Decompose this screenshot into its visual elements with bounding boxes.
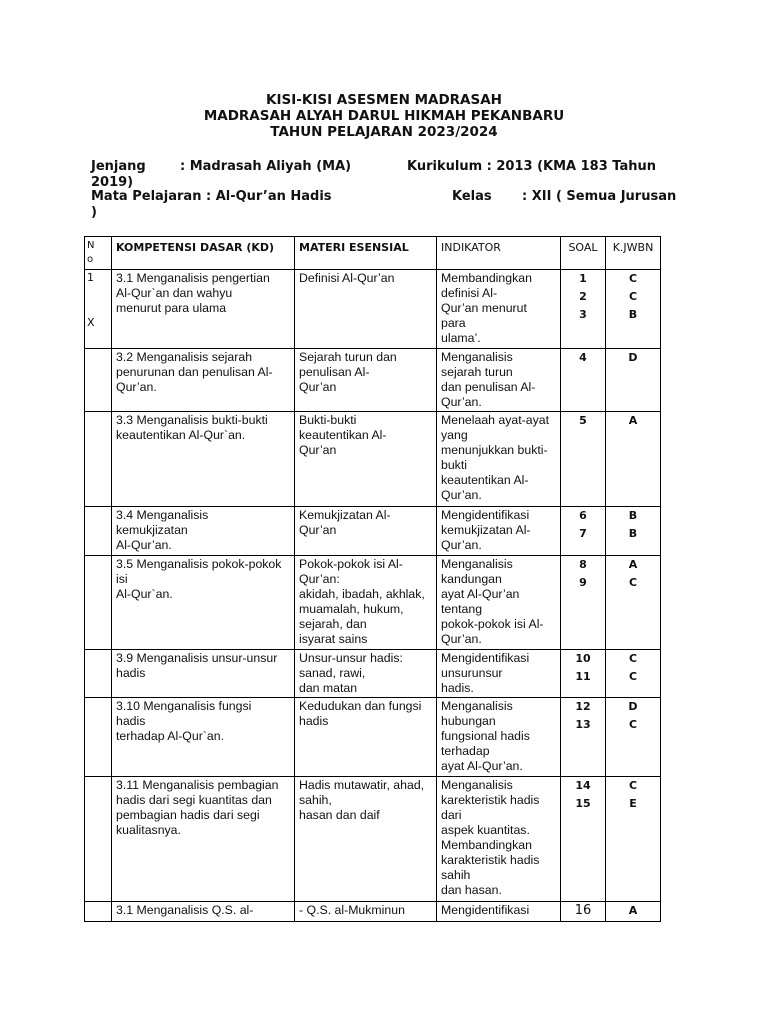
soal-cell <box>561 507 606 556</box>
indikator-cell: Menganalisis sejarah turun dan penulisan Al- Qur’an. <box>437 349 561 412</box>
answer-key: B <box>628 509 638 522</box>
kd-cell: 3.2 Menganalisis sejarah penurunan dan penulisan Al- Qur’an. <box>112 349 295 412</box>
answer-key: C <box>628 576 638 589</box>
kunci-cell <box>606 270 661 349</box>
kunci-cell <box>606 698 661 777</box>
mapel-text: Mata Pelajaran : Al-Qur’an Hadis <box>91 189 332 204</box>
soal-number: 13 <box>575 718 591 731</box>
soal-number: 12 <box>575 700 591 713</box>
answer-key: D <box>628 351 638 364</box>
jenjang-label: Jenjang <box>91 159 146 174</box>
soal-number: 9 <box>579 576 587 589</box>
soal-number: 10 <box>575 652 591 665</box>
soal-number: 8 <box>579 558 587 571</box>
soal-number: 11 <box>575 670 591 683</box>
table-row <box>85 507 661 556</box>
kunci-cell <box>606 777 661 902</box>
soal-number: 14 <box>575 779 591 792</box>
header-year: TAHUN PELAJARAN 2023/2024 <box>270 124 498 140</box>
soal-cell <box>561 777 606 902</box>
materi-cell: Hadis mutawatir, ahad, sahih, hasan dan daif <box>295 777 437 902</box>
kd-cell: 3.10 Menganalisis fungsi hadis terhadap Al-Qur`an. <box>112 698 295 777</box>
soal-number: 4 <box>579 351 587 364</box>
jenjang-value: : Madrasah Aliyah (MA) <box>180 159 352 174</box>
kunci-cell <box>606 556 661 650</box>
indikator-cell: Menganalisis hubungan fungsional hadis terhadap ayat Al-Qur’an. <box>437 698 561 777</box>
indikator-cell: Mengidentifikasi unsurunsur hadis. <box>437 650 561 698</box>
kd-cell: 3.3 Menganalisis bukti-bukti keautentikan Al-Qur`an. <box>112 412 295 507</box>
table-row <box>85 412 661 507</box>
kd-cell: 3.5 Menganalisis pokok-pokok isi Al-Qur`an. <box>112 556 295 650</box>
answer-key: A <box>628 904 638 917</box>
answer-key: C <box>628 272 638 285</box>
kd-cell: 3.11 Menganalisis pembagian hadis dari segi kuantitas dan pembagian hadis dari segi kualitasnya. <box>112 777 295 902</box>
kd-cell: 3.1 Menganalisis pengertian Al-Qur`an dan wahyu menurut para ulama <box>112 270 295 349</box>
answer-key: E <box>629 797 637 810</box>
row-number <box>85 698 112 777</box>
row-number <box>85 650 112 698</box>
kurikulum-cont: 2019) <box>91 175 134 190</box>
answer-key: B <box>628 308 638 321</box>
soal-number: 3 <box>579 308 587 321</box>
row-number: 1 X <box>85 270 112 349</box>
header-soal: SOAL <box>561 237 606 270</box>
answer-key: C <box>628 670 638 683</box>
soal-number: 1 <box>579 272 587 285</box>
kelas-value: : XII ( Semua Jurusan <box>522 189 677 204</box>
answer-key: C <box>628 718 638 731</box>
kelas-cont: ) <box>91 205 97 220</box>
header-kd: KOMPETENSI DASAR (KD) <box>112 237 295 270</box>
soal-cell <box>561 349 606 412</box>
materi-cell: Bukti-bukti keautentikan Al- Qur’an <box>295 412 437 507</box>
soal-cell <box>561 902 606 922</box>
answer-key: B <box>628 527 638 540</box>
soal-number: 6 <box>579 509 587 522</box>
indikator-cell: Menganalisis kandungan ayat Al-Qur’an tentang pokok-pokok isi Al- Qur’an. <box>437 556 561 650</box>
materi-cell: - Q.S. al-Mukminun <box>295 902 437 922</box>
materi-cell: Kemukjizatan Al- Qur’an <box>295 507 437 556</box>
soal-number: 2 <box>579 290 587 303</box>
soal-cell <box>561 556 606 650</box>
row-number <box>85 412 112 507</box>
answer-key: C <box>628 652 638 665</box>
materi-cell: Kedudukan dan fungsi hadis <box>295 698 437 777</box>
indikator-cell: Membandingkan definisi Al- Qur’an menurut para ulama’. <box>437 270 561 349</box>
kunci-cell <box>606 902 661 922</box>
soal-number: 7 <box>579 527 587 540</box>
soal-number: 5 <box>579 414 587 427</box>
header-materi: MATERI ESENSIAL <box>295 237 437 270</box>
table-row <box>85 270 661 349</box>
kd-cell: 3.4 Menganalisis kemukjizatan Al-Qur’an. <box>112 507 295 556</box>
answer-key: C <box>628 779 638 792</box>
row-number <box>85 349 112 412</box>
table-header-row <box>85 237 661 270</box>
table-row <box>85 349 661 412</box>
materi-cell: Definisi Al-Qur’an <box>295 270 437 349</box>
table-row <box>85 650 661 698</box>
soal-cell <box>561 270 606 349</box>
header-indikator: INDIKATOR <box>437 237 561 270</box>
kd-cell: 3.1 Menganalisis Q.S. al- <box>112 902 295 922</box>
answer-key: C <box>628 290 638 303</box>
header-kjwbn: K.JWBN <box>606 237 661 270</box>
indikator-cell: Mengidentifikasi kemukjizatan Al- Qur’an. <box>437 507 561 556</box>
kisi-kisi-table <box>84 236 661 922</box>
row-number <box>85 902 112 922</box>
answer-key: A <box>628 414 638 427</box>
answer-key: A <box>628 558 638 571</box>
header-school: MADRASAH ALYAH DARUL HIKMAH PEKANBARU <box>203 108 565 124</box>
soal-number: 16 <box>574 903 592 918</box>
kunci-cell <box>606 507 661 556</box>
materi-cell: Unsur-unsur hadis: sanad, rawi, dan matan <box>295 650 437 698</box>
document-header <box>0 92 768 140</box>
kd-cell: 3.9 Menganalisis unsur-unsur hadis <box>112 650 295 698</box>
soal-cell <box>561 650 606 698</box>
materi-cell: Pokok-pokok isi Al- Qur’an: akidah, ibadah, akhlak, muamalah, hukum, sejarah, dan isyarat sains <box>295 556 437 650</box>
row-number <box>85 777 112 902</box>
row-number <box>85 556 112 650</box>
table-row <box>85 698 661 777</box>
table-row <box>85 777 661 902</box>
header-no: N o <box>85 237 112 270</box>
materi-cell: Sejarah turun dan penulisan Al- Qur’an <box>295 349 437 412</box>
kunci-cell <box>606 412 661 507</box>
table-row <box>85 902 661 922</box>
kelas-label: Kelas <box>452 189 492 204</box>
indikator-cell: Menelaah ayat-ayat yang menunjukkan bukti- bukti keautentikan Al- Qur’an. <box>437 412 561 507</box>
indikator-cell: Mengidentifikasi <box>437 902 561 922</box>
answer-key: D <box>628 700 638 713</box>
kurikulum-text: Kurikulum : 2013 (KMA 183 Tahun <box>407 159 657 174</box>
table-row <box>85 556 661 650</box>
soal-number: 15 <box>575 797 591 810</box>
header-title: KISI-KISI ASESMEN MADRASAH <box>266 92 502 108</box>
kunci-cell <box>606 349 661 412</box>
row-number <box>85 507 112 556</box>
kunci-cell <box>606 650 661 698</box>
soal-cell <box>561 412 606 507</box>
indikator-cell: Menganalisis karekteristik hadis dari aspek kuantitas. Membandingkan karakteristik hadis sahih dan hasan. <box>437 777 561 902</box>
soal-cell <box>561 698 606 777</box>
